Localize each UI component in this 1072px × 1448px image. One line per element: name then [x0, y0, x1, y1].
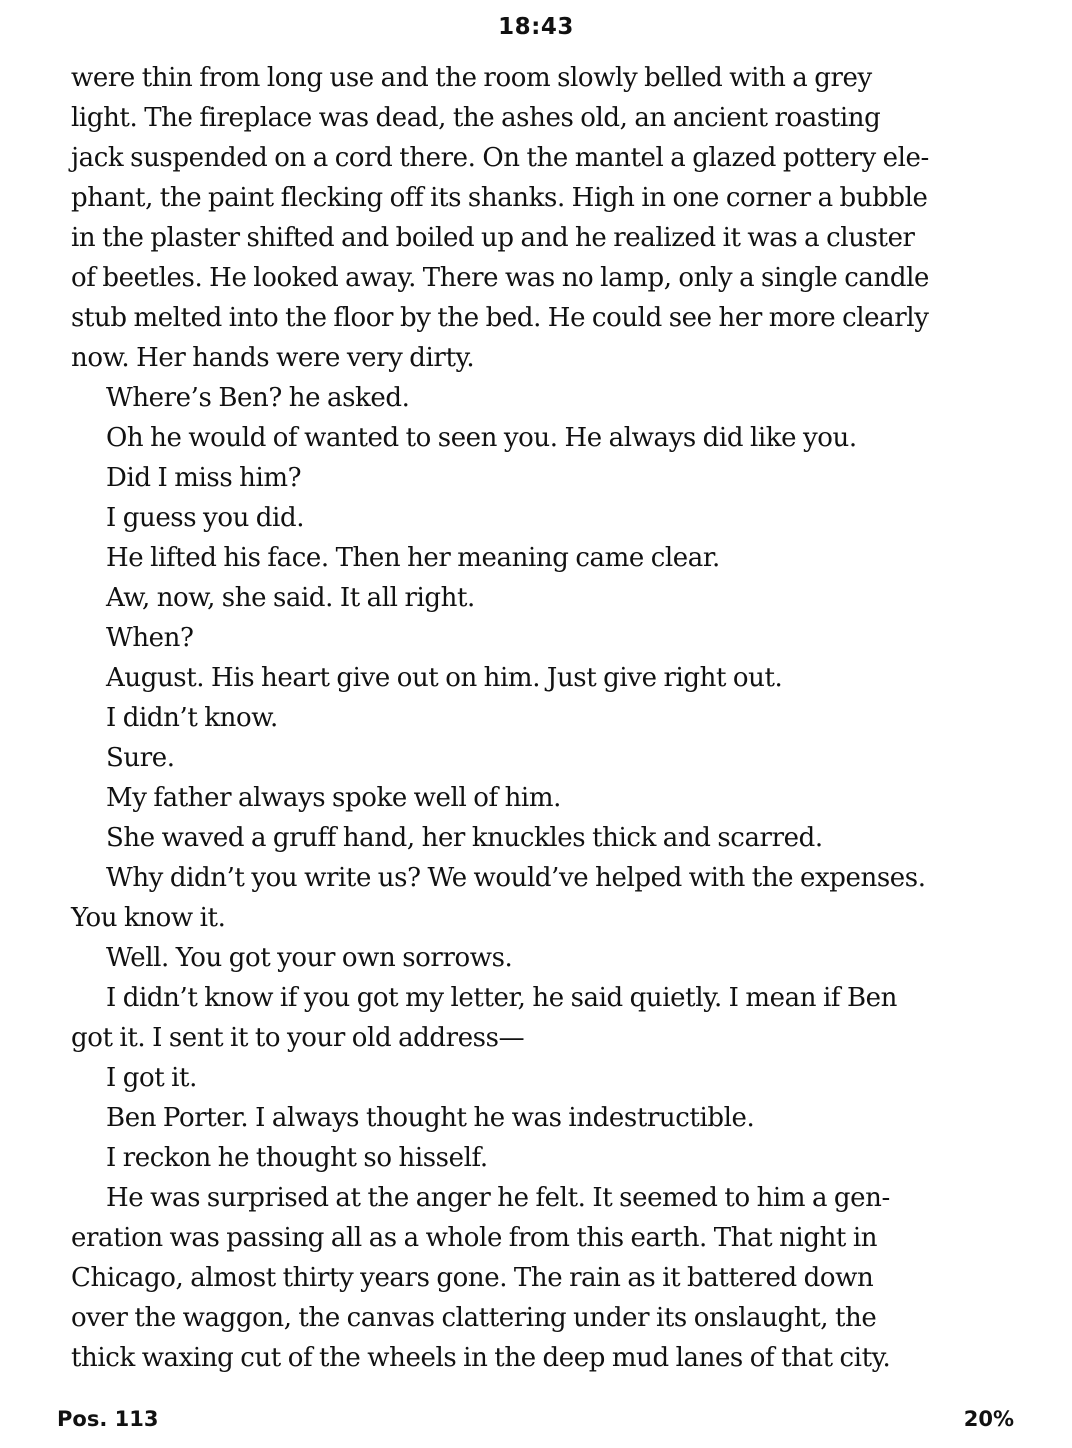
- text-line: I didn’t know if you got my letter, he said quietly. I mean if Ben: [106, 983, 898, 1013]
- text-line: August. His heart give out on him. Just give right out.: [106, 663, 783, 693]
- text-line: He lifted his face. Then her meaning came clear.: [106, 543, 720, 573]
- book-page-text[interactable]: [71, 58, 1011, 1378]
- text-line: stub melted into the floor by the bed. He could see her more clearly: [71, 303, 929, 333]
- text-line: I didn’t know.: [106, 703, 278, 733]
- text-line: I guess you did.: [106, 503, 305, 533]
- text-line: He was surprised at the anger he felt. It seemed to him a gen-: [106, 1183, 890, 1213]
- text-line: Where’s Ben? he asked.: [106, 383, 410, 413]
- text-line: Why didn’t you write us? We would’ve helped with the expenses.: [106, 863, 926, 893]
- text-line: I reckon he thought so hisself.: [106, 1143, 488, 1173]
- text-line: I got it.: [106, 1063, 197, 1093]
- text-line: Oh he would of wanted to seen you. He always did like you.: [106, 423, 857, 453]
- text-line: When?: [106, 623, 194, 653]
- text-line: light. The fireplace was dead, the ashes old, an ancient roasting: [71, 103, 881, 133]
- text-line: Aw, now, she said. It all right.: [106, 583, 475, 613]
- text-line: now. Her hands were very dirty.: [71, 343, 475, 373]
- text-line: were thin from long use and the room slowly belled with a grey: [71, 63, 872, 93]
- text-line: Chicago, almost thirty years gone. The rain as it battered down: [71, 1263, 874, 1293]
- text-line: over the waggon, the canvas clattering under its onslaught, the: [71, 1303, 877, 1333]
- text-line: eration was passing all as a whole from this earth. That night in: [71, 1223, 878, 1253]
- text-line: in the plaster shifted and boiled up and he realized it was a cluster: [71, 223, 915, 253]
- text-line: Ben Porter. I always thought he was indestructible.: [106, 1103, 755, 1133]
- text-line: got it. I sent it to your old address—: [71, 1023, 525, 1053]
- text-line: jack suspended on a cord there. On the mantel a glazed pottery ele-: [71, 143, 929, 173]
- reading-progress-percent: 20%: [963, 1407, 1014, 1431]
- text-line: Sure.: [106, 743, 175, 773]
- text-line: You know it.: [71, 903, 226, 933]
- reading-position: Pos. 113: [57, 1407, 159, 1431]
- text-line: phant, the paint flecking off its shanks. High in one corner a bubble: [71, 183, 928, 213]
- text-line: My father always spoke well of him.: [106, 783, 561, 813]
- text-line: Did I miss him?: [106, 463, 302, 493]
- text-line: Well. You got your own sorrows.: [106, 943, 513, 973]
- text-line: of beetles. He looked away. There was no lamp, only a single candle: [71, 263, 930, 293]
- status-bar-time: 18:43: [498, 14, 574, 40]
- text-line: She waved a gruff hand, her knuckles thick and scarred.: [106, 823, 823, 853]
- text-line: thick waxing cut of the wheels in the deep mud lanes of that city.: [71, 1343, 891, 1373]
